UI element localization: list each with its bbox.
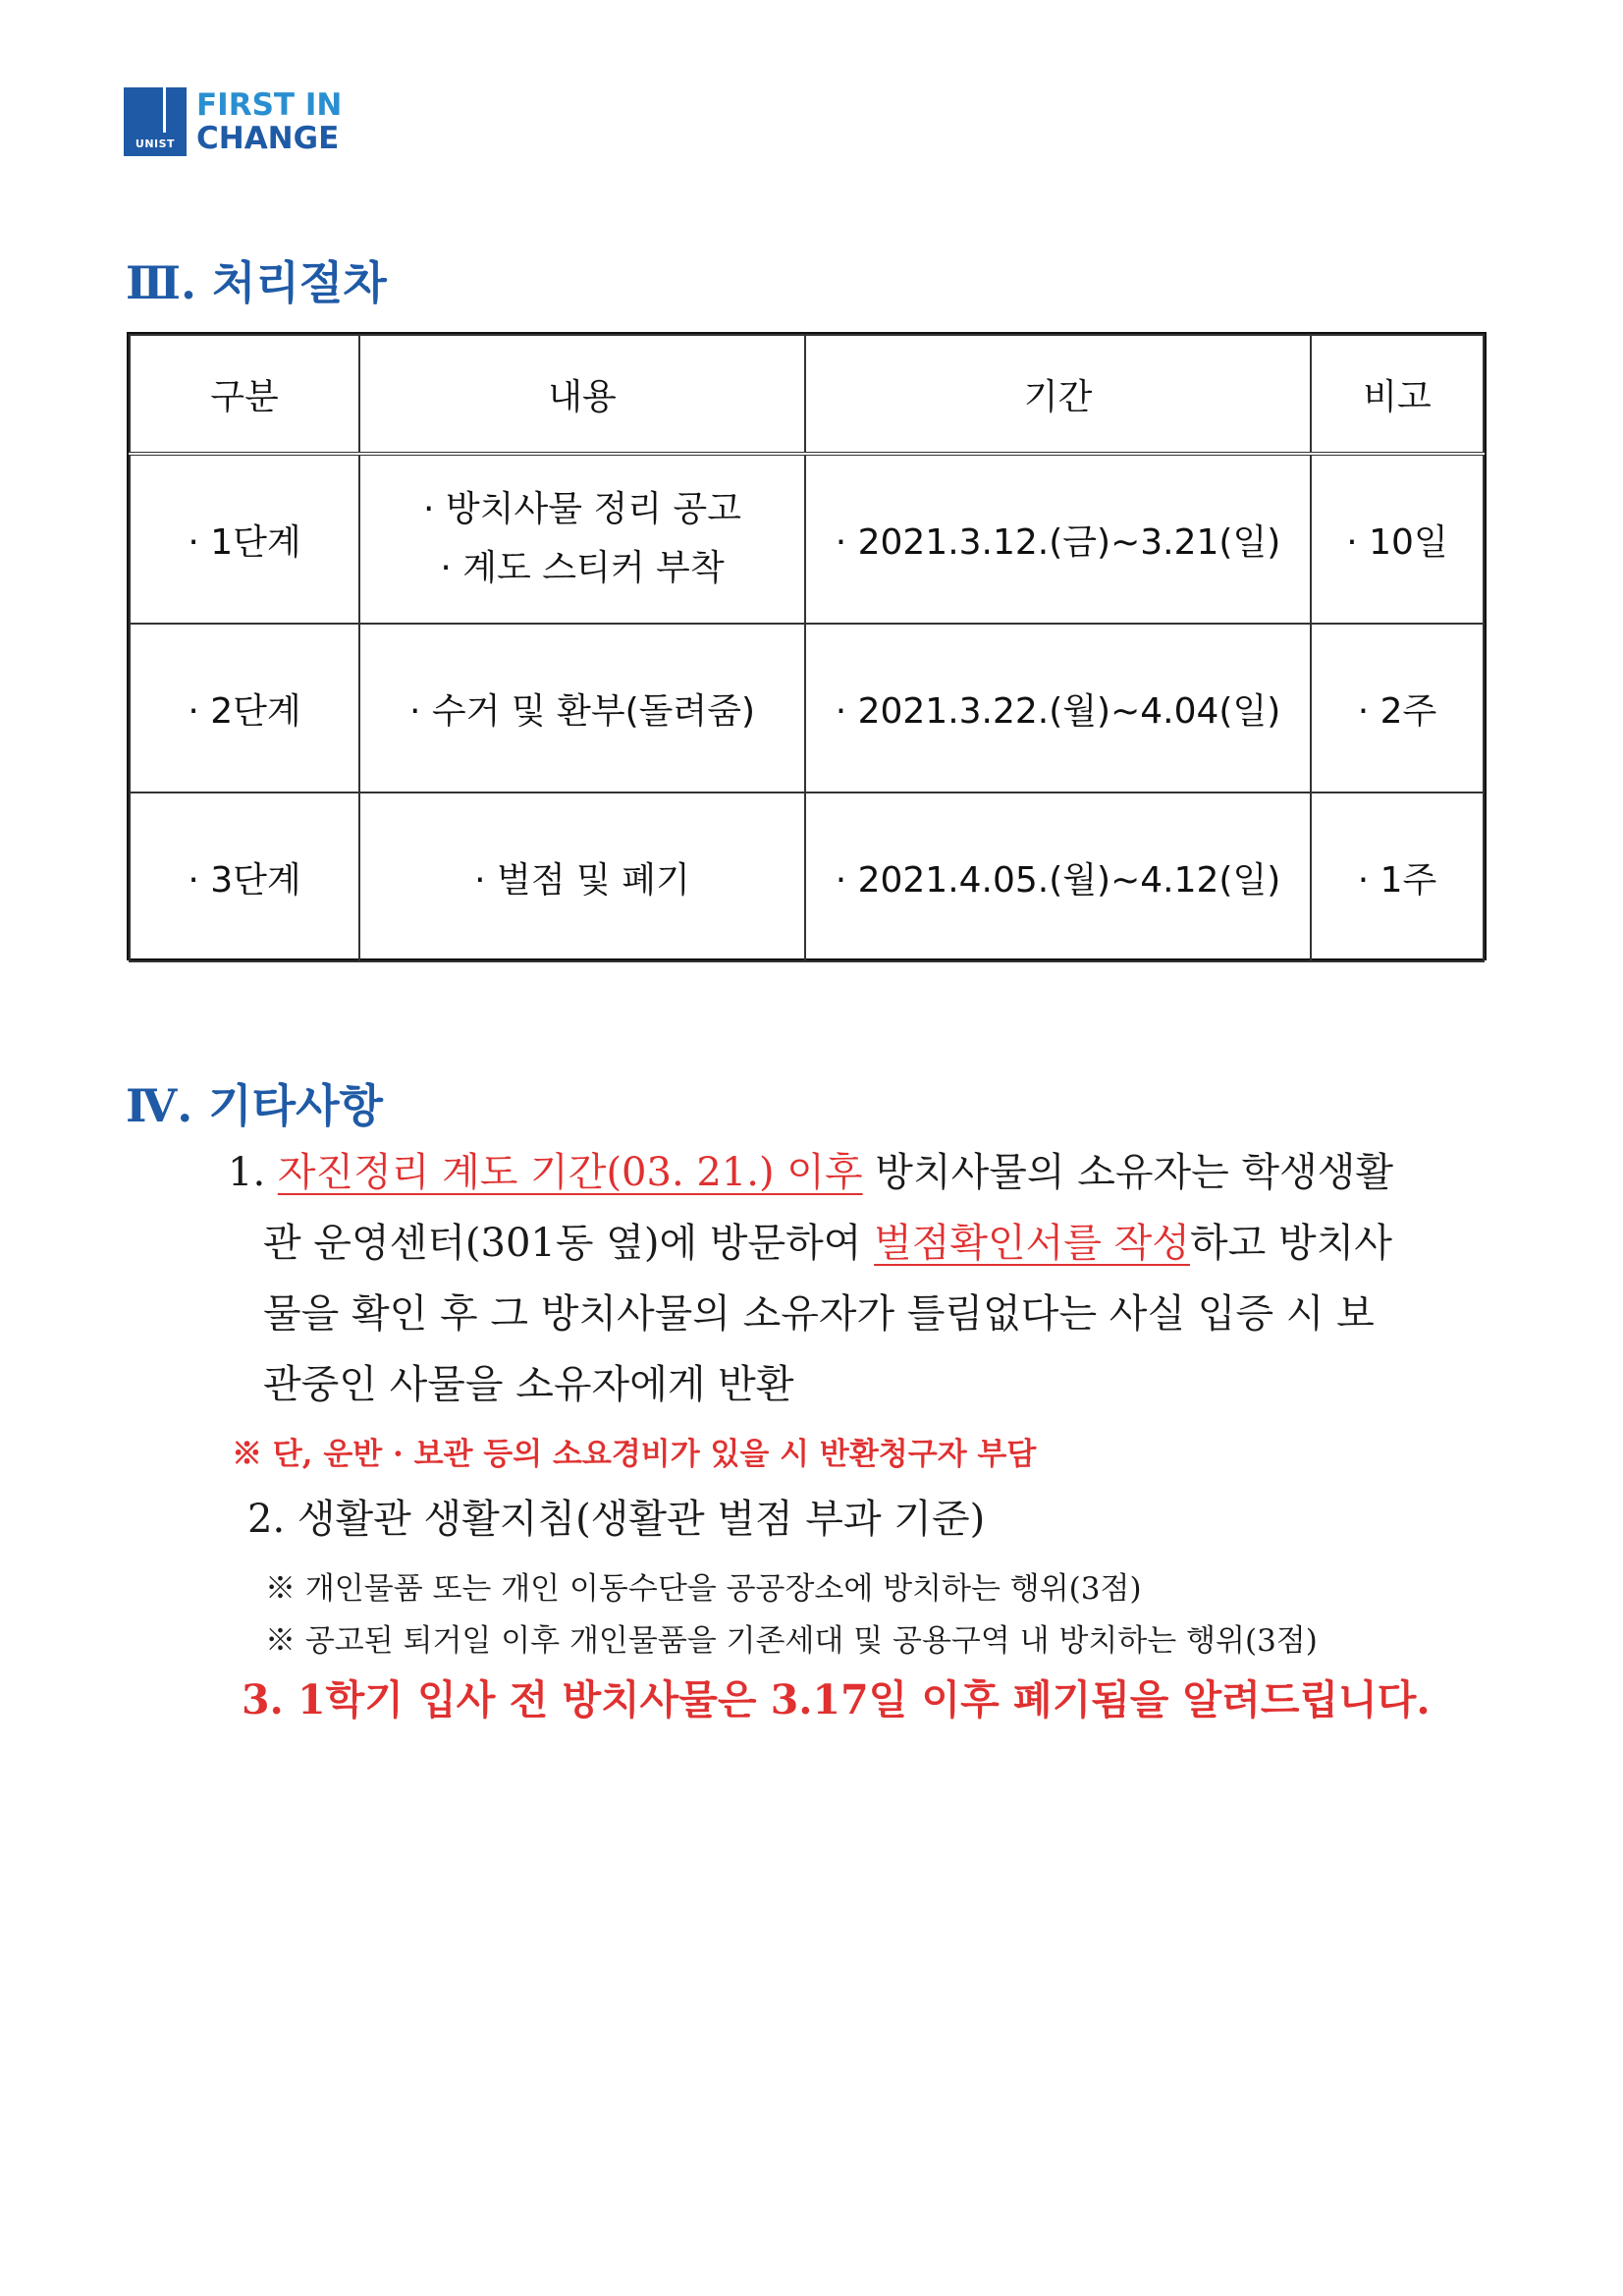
unist-logo [124,86,342,157]
logo-line2: CHANGE [196,121,340,156]
item1-text-b: 관 운영센터(301동 옆)에 방문하여 [263,1221,875,1266]
note-cell: · 2주 [1311,624,1484,793]
table-header-row [130,335,1484,454]
item3-notice: 3. 1학기 입사 전 방치사물은 3.17일 이후 폐기됨을 알려드립니다. [242,1676,1431,1723]
content-cell: · 벌점 및 폐기 [359,793,805,961]
item2-rule1: ※ 개인물품 또는 개인 이동수단을 공공장소에 방치하는 행위(3점) [265,1571,1142,1607]
item1-number: 1. [228,1150,266,1195]
table-row [130,454,1484,624]
item1-paragraph [228,1137,1514,1420]
item1-line2 [228,1208,1514,1279]
item2-rule2: ※ 공고된 퇴거일 이후 개인물품을 기존세대 및 공용구역 내 방치하는 행위(3점) [265,1623,1318,1659]
content-line: · 계도 스티커 부착 [440,548,725,588]
item1-text-a: 방치사물의 소유자는 학생생활 [862,1150,1394,1195]
stage-cell: · 2단계 [130,624,359,793]
unist-logo-mark [124,87,187,156]
item1-red-period: 자진정리 계도 기간(03. 21.) 이후 [277,1150,863,1195]
logo-line1: FIRST IN [196,87,343,123]
header-stage: 구분 [130,335,359,454]
header-content: 내용 [359,335,805,454]
section3-heading: Ⅲ. 처리절차 [126,256,387,309]
period-cell: · 2021.4.05.(월)~4.12(일) [805,793,1311,961]
cost-note: ※ 단, 운반 · 보관 등의 소요경비가 있을 시 반환청구자 부담 [232,1437,1037,1472]
content-cell [359,454,805,624]
header-period: 기간 [805,335,1311,454]
content-line: · 방치사물 정리 공고 [423,489,741,529]
stage-cell: · 1단계 [130,454,359,624]
item1-text-c: 하고 방치사 [1189,1221,1392,1266]
header-note: 비고 [1311,335,1484,454]
note-cell: · 10일 [1311,454,1484,624]
note-cell: · 1주 [1311,793,1484,961]
logo-symbol-text: UNIST [135,137,176,150]
content-cell: · 수거 및 환부(돌려줌) [359,624,805,793]
table-row [130,624,1484,793]
period-cell: · 2021.3.22.(월)~4.04(일) [805,624,1311,793]
item1-red-form: 벌점확인서를 작성 [874,1221,1190,1266]
item1-line4: 관중인 사물을 소유자에게 반환 [263,1362,794,1407]
item1-line1 [228,1137,1514,1208]
stage-cell: · 3단계 [130,793,359,961]
procedure-table [127,332,1487,960]
item2-title: 2. 생활관 생활지침(생활관 벌점 부과 기준) [247,1497,986,1542]
section4-heading: Ⅳ. 기타사항 [126,1079,383,1132]
logo-slogan [196,88,342,155]
table-row [130,793,1484,961]
period-cell: · 2021.3.12.(금)~3.21(일) [805,454,1311,624]
item1-line3: 물을 확인 후 그 방치사물의 소유자가 틀림없다는 사실 입증 시 보 [263,1291,1375,1337]
